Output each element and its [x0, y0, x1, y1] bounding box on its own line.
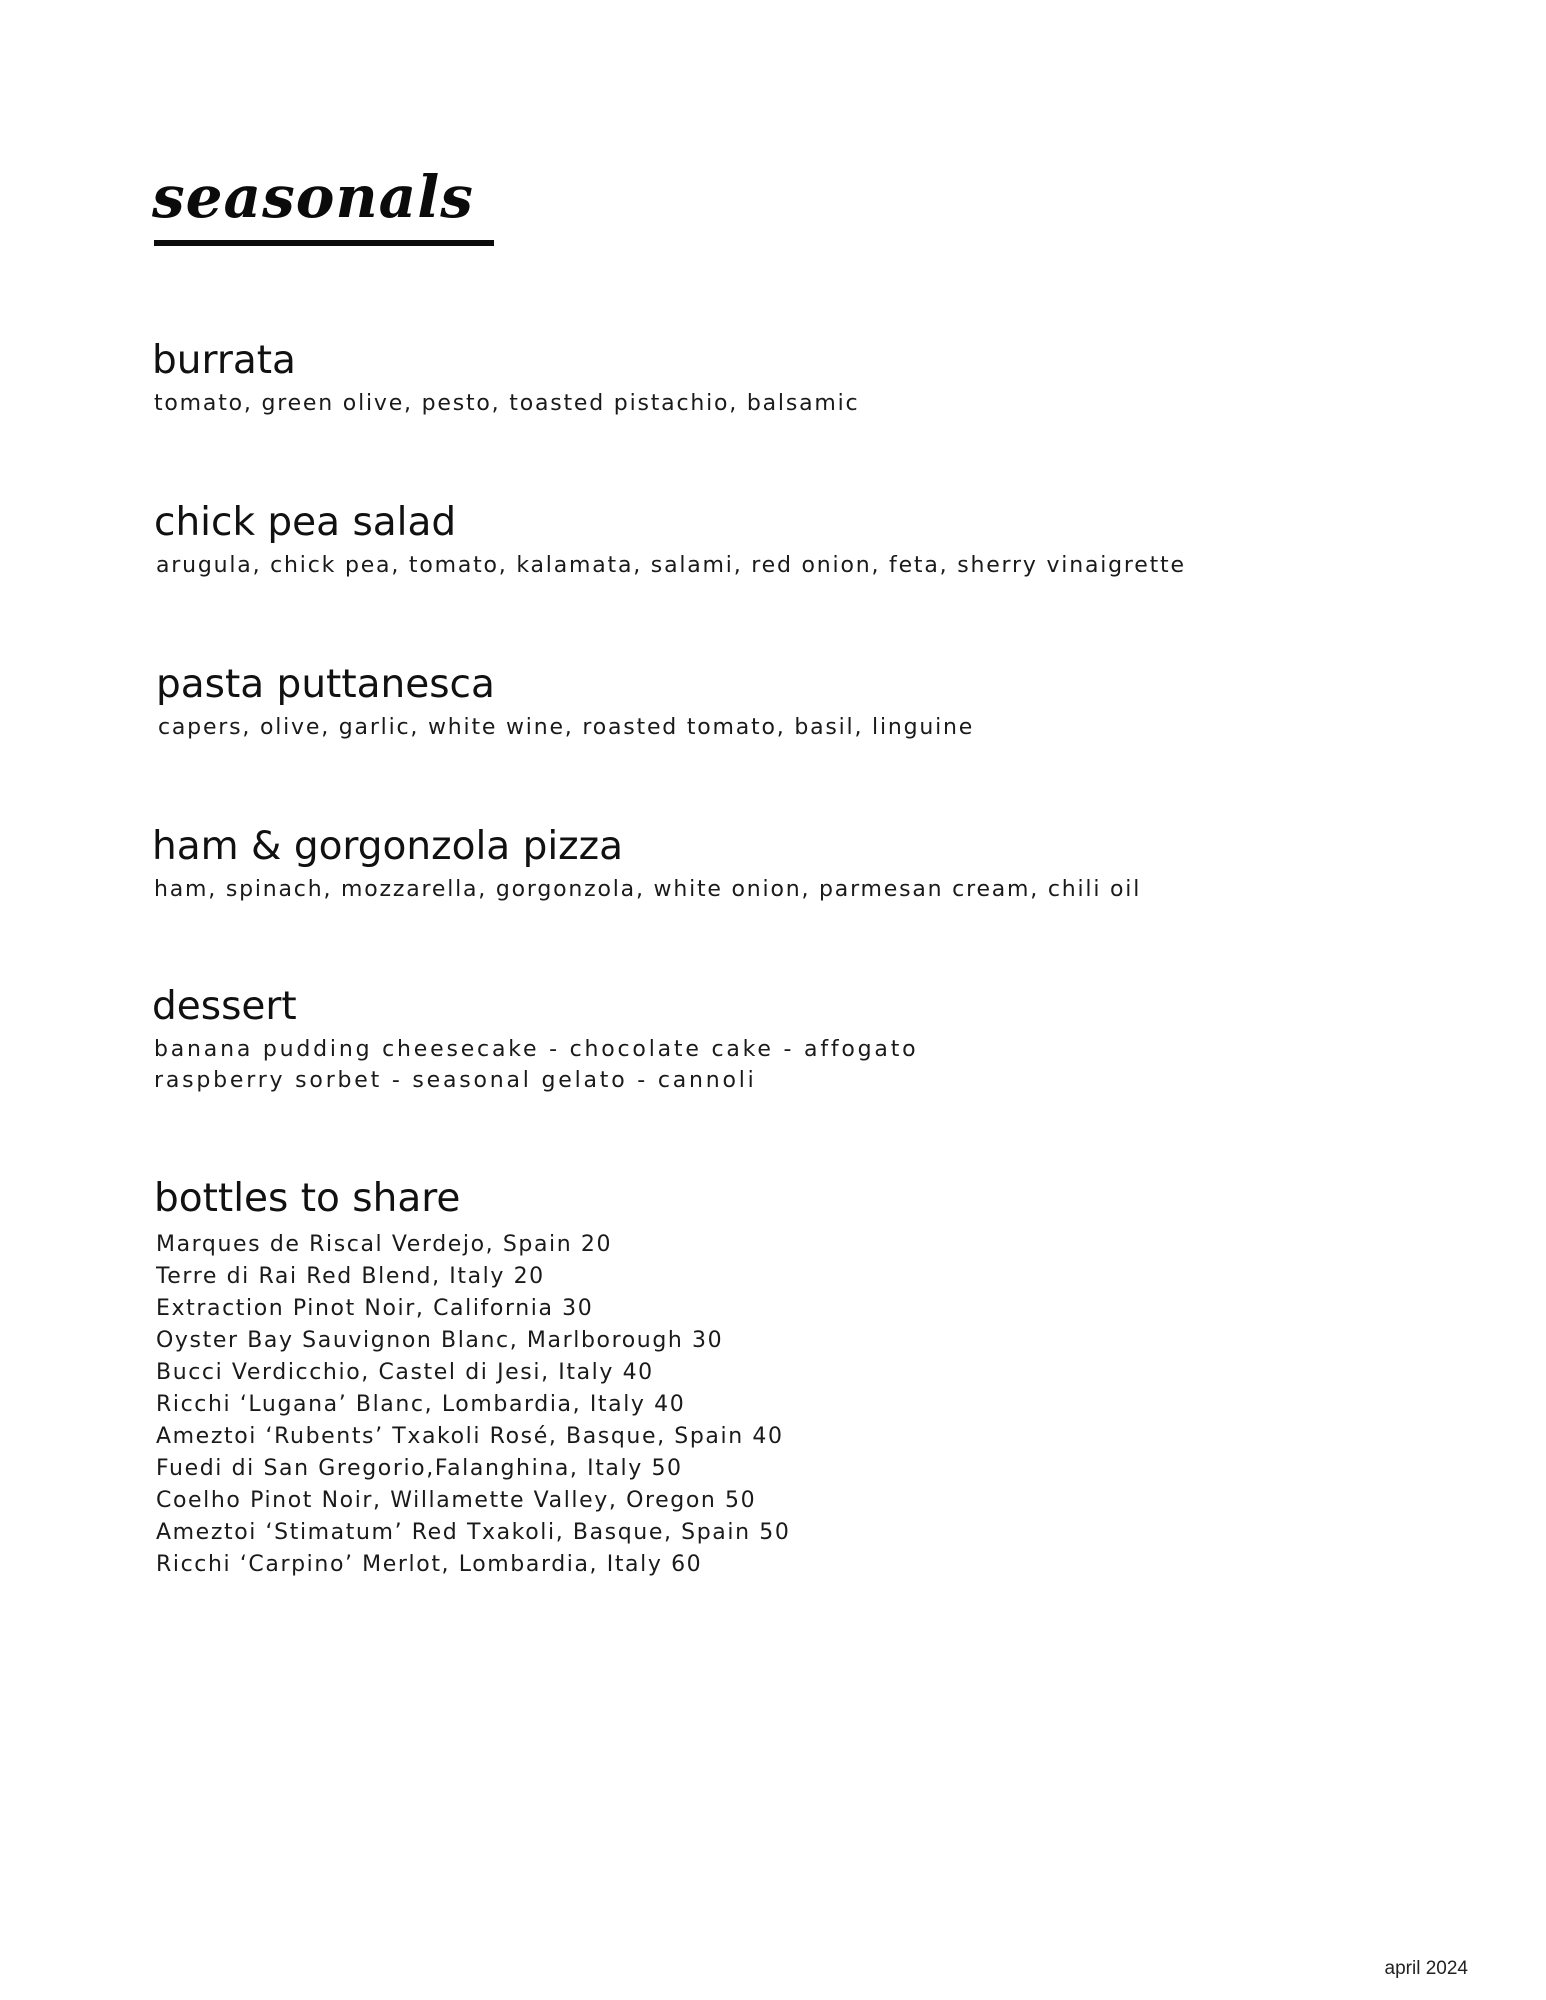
section-description: arugula, chick pea, tomato, kalamata, salami, red onion, feta, sherry vinaigrette [156, 552, 1186, 578]
wine-list-item: Ameztoi ‘Stimatum’ Red Txakoli, Basque, Spain 50 [156, 1519, 791, 1545]
section-description: tomato, green olive, pesto, toasted pistachio, balsamic [154, 390, 860, 416]
section-heading: bottles to share [154, 1176, 461, 1221]
wine-list-item: Fuedi di San Gregorio,Falanghina, Italy 50 [156, 1455, 683, 1481]
section-heading: dessert [152, 984, 297, 1029]
section-heading: chick pea salad [154, 500, 457, 545]
menu-section-burrata [152, 340, 1402, 419]
wine-list-item: Ricchi ‘Carpino’ Merlot, Lombardia, Italy 60 [156, 1551, 703, 1577]
section-description: ham, spinach, mozzarella, gorgonzola, white onion, parmesan cream, chili oil [154, 876, 1142, 902]
menu-section-bottles-to-share [154, 1178, 1404, 1581]
menu-section-pasta-puttanesca [156, 664, 1406, 743]
section-heading: burrata [152, 338, 296, 383]
menu-section-ham-gorgonzola-pizza [152, 826, 1402, 905]
dessert-line: raspberry sorbet - seasonal gelato - cannoli [154, 1067, 757, 1093]
wine-list-item: Coelho Pinot Noir, Willamette Valley, Oregon 50 [156, 1487, 757, 1513]
section-description: capers, olive, garlic, white wine, roasted tomato, basil, linguine [158, 714, 975, 740]
wine-list-item: Terre di Rai Red Blend, Italy 20 [156, 1263, 545, 1289]
dessert-line: banana pudding cheesecake - chocolate cake - affogato [154, 1036, 919, 1062]
page-title: seasonals [152, 163, 474, 231]
wine-list-item: Ameztoi ‘Rubents’ Txakoli Rosé, Basque, Spain 40 [156, 1423, 784, 1449]
wine-list [156, 1229, 1404, 1581]
section-heading: ham & gorgonzola pizza [152, 824, 624, 869]
wine-list-item: Marques de Riscal Verdejo, Spain 20 [156, 1231, 613, 1257]
menu-section-chick-pea-salad [154, 502, 1404, 581]
footer-date: april 2024 [1384, 1958, 1468, 1979]
title-underline [154, 240, 494, 246]
wine-list-item: Ricchi ‘Lugana’ Blanc, Lombardia, Italy 40 [156, 1391, 686, 1417]
wine-list-item: Oyster Bay Sauvignon Blanc, Marlborough 30 [156, 1327, 724, 1353]
menu-section-dessert [152, 986, 1402, 1096]
wine-list-item: Extraction Pinot Noir, California 30 [156, 1295, 594, 1321]
wine-list-item: Bucci Verdicchio, Castel di Jesi, Italy 40 [156, 1359, 654, 1385]
section-heading: pasta puttanesca [156, 662, 495, 707]
